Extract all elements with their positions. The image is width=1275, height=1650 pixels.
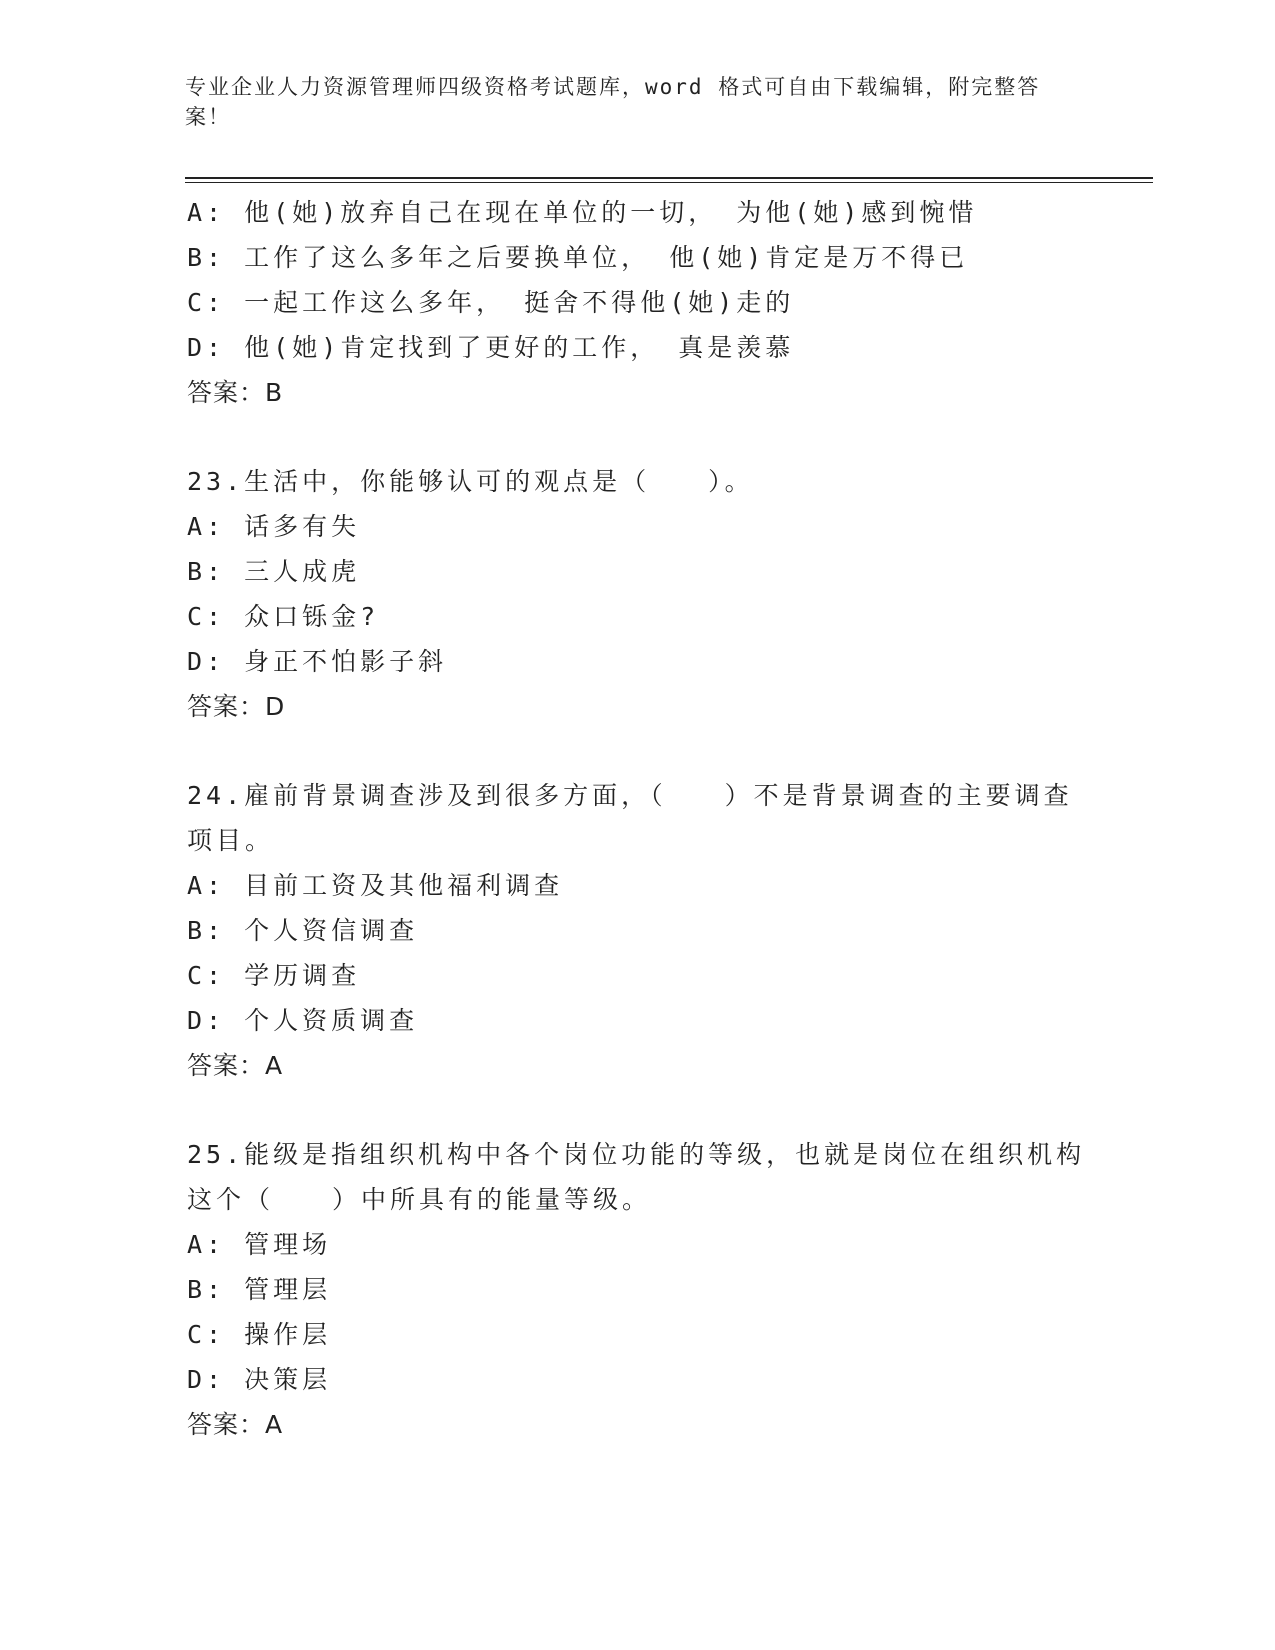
option-d: D: 个人资质调查: [187, 1006, 419, 1035]
option-a: A: 管理场: [187, 1230, 332, 1259]
option-c: C: 一起工作这么多年， 挺舍不得他(她)走的: [187, 288, 795, 317]
answer: 答案：A: [187, 1410, 284, 1439]
question-text: 23.生活中，你能够认可的观点是（ ）。: [187, 467, 754, 496]
question-22: [187, 190, 1087, 415]
option-c: C: 操作层: [187, 1320, 332, 1349]
option-a: A: 目前工资及其他福利调查: [187, 871, 564, 900]
question-23: [187, 459, 1087, 729]
question-content: [187, 190, 1087, 1447]
option-d: D: 身正不怕影子斜: [187, 647, 448, 676]
answer: 答案：D: [187, 692, 286, 721]
header-rule-thick: [185, 177, 1153, 179]
header-rule-thin: [185, 182, 1153, 183]
option-a: A: 他(她)放弃自己在现在单位的一切， 为他(她)感到惋惜: [187, 198, 978, 227]
option-c: C: 众口铄金?: [187, 602, 380, 631]
answer: 答案：B: [187, 378, 284, 407]
question-25: [187, 1132, 1087, 1447]
question-24: [187, 773, 1087, 1088]
answer: 答案：A: [187, 1051, 284, 1080]
question-text: 24.雇前背景调查涉及到很多方面，（ ）不是背景调查的主要调查项目。: [187, 781, 1073, 855]
option-b: B: 工作了这么多年之后要换单位， 他(她)肯定是万不得已: [187, 243, 969, 272]
option-d: D: 他(她)肯定找到了更好的工作， 真是羡慕: [187, 333, 795, 362]
document-header: 专业企业人力资源管理师四级资格考试题库，word 格式可自由下载编辑，附完整答案！: [185, 75, 1041, 129]
option-c: C: 学历调查: [187, 961, 361, 990]
option-b: B: 个人资信调查: [187, 916, 419, 945]
option-b: B: 三人成虎: [187, 557, 361, 586]
question-text: 25.能级是指组织机构中各个岗位功能的等级，也就是岗位在组织机构这个（ ）中所具有的能量等级。: [187, 1140, 1086, 1214]
option-a: A: 话多有失: [187, 512, 361, 541]
option-d: D: 决策层: [187, 1365, 332, 1394]
option-b: B: 管理层: [187, 1275, 332, 1304]
